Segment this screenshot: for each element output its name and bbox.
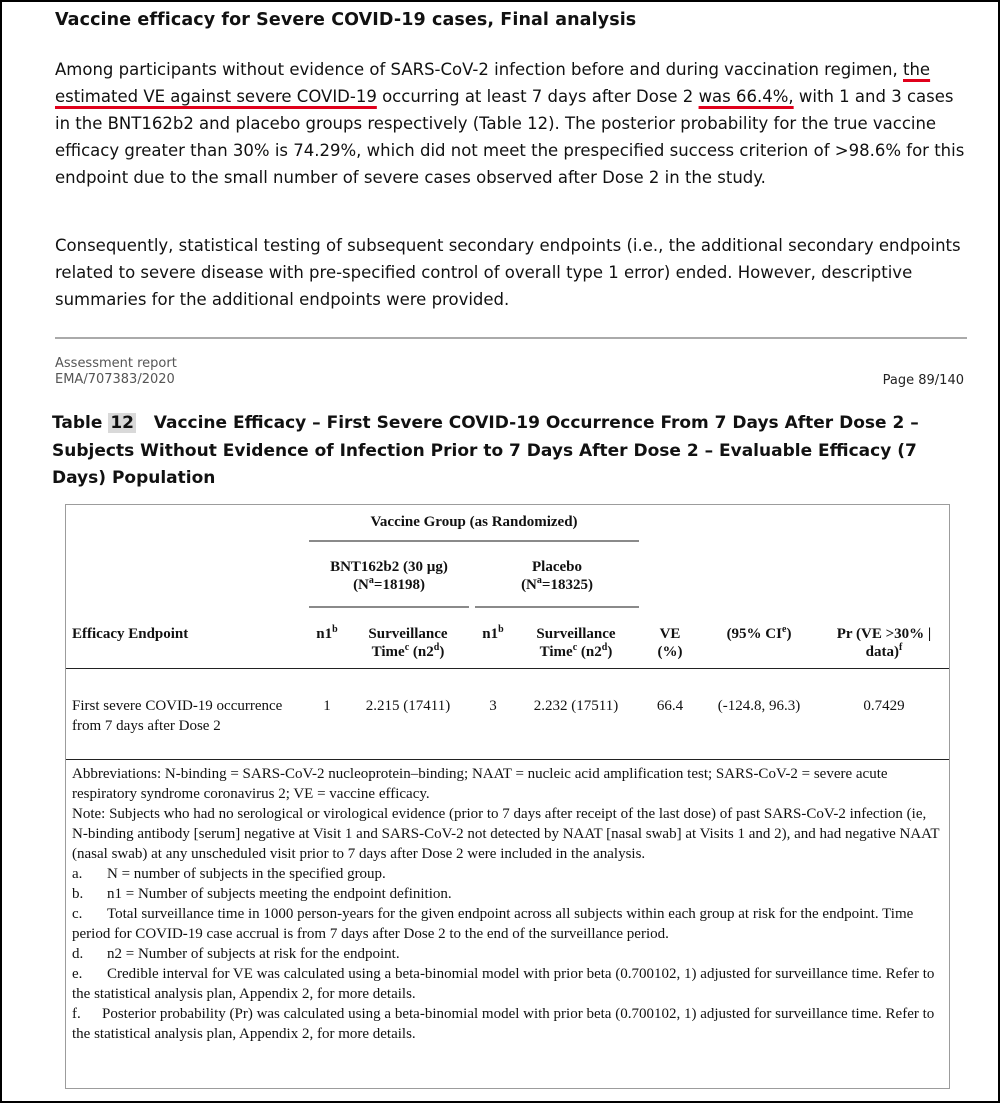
col-header-ci: (95% CIe) — [726, 624, 792, 642]
abbreviations-note: Abbreviations: N-binding = SARS-CoV-2 nucleoprotein–binding; NAAT = nucleic acid amplification test; SARS-CoV-2 = severe acute respiratory syndrome coronavirus 2; VE = vaccine efficacy. — [72, 766, 888, 802]
footnote-b: b. n1 = Number of subjects meeting the endpoint definition. — [72, 886, 452, 902]
col-header-surveillance-placebo: Surveillance Time$^c$ (n2$^d$) — [536, 626, 616, 660]
report-id: EMA/707383/2020 — [55, 372, 175, 387]
table-caption-text: Vaccine Efficacy – First Severe COVID-19 Occurrence From 7 Days After Dose 2 – Subjects Without Evidence of Infection Prior to 7 Days After Dose 2 – Evaluable Efficacy (7 Days) Population — [52, 413, 925, 488]
row-bnt-n1: 1 — [323, 698, 331, 714]
header-bottom-rule — [66, 668, 949, 669]
paragraph-text: with 1 and 3 cases in the BNT162b2 and placebo groups respectively (Table 12). The posterior probability for the true vaccine efficacy greater than 30% is 74.29%, which did not meet the prespecified success criterion of >98.6% for this endpoint due to the small number of severe cases observed after Dose 2 in the study. — [55, 87, 965, 187]
row-pr: 0.7429 — [863, 698, 905, 714]
bnt-group-name: BNT162b2 (30 µg) — [330, 559, 448, 575]
body-bottom-rule — [66, 759, 949, 760]
table-notes — [72, 764, 944, 1044]
bnt-header-rule — [309, 606, 469, 608]
col-header-pr: Pr (VE >30% | data)$^f$ — [836, 626, 932, 660]
footnote-f: f. Posterior probability (Pr) was calculated using a beta-binomial model with prior beta (0.700102, 1) adjusted for surveillance time. Refer to the statistical analysis plan, Appendix 2, for more details. — [72, 1006, 935, 1042]
footnote-d: d. n2 = Number of subjects at risk for the endpoint. — [72, 946, 400, 962]
paragraph-text: Among participants without evidence of SARS-CoV-2 infection before and during vaccination regimen, — [55, 60, 903, 79]
group-header-rule — [309, 540, 639, 542]
table-caption-prefix: Table — [52, 413, 109, 433]
row-placebo-n1: 3 — [489, 698, 497, 714]
paragraph-ve-result — [55, 56, 970, 191]
row-ci: (-124.8, 96.3) — [717, 698, 801, 714]
placebo-header-rule — [475, 606, 639, 608]
highlighted-phrase: the estimated VE against severe COVID-19 — [55, 60, 931, 106]
col-header-n1-placebo: n1$^b$ — [482, 624, 504, 642]
placebo-group-size: $(N^a=18325)$ — [521, 575, 593, 593]
paragraph-consequence: Consequently, statistical testing of subsequent secondary endpoints (i.e., the additional secondary endpoints related to severe disease with pre-specified control of overall type 1 error) ended. However, descriptive summaries for the additional endpoints were provided. — [55, 236, 961, 309]
footnote-c: c. Total surveillance time in 1000 person-years for the given endpoint across all subjects within each group at risk for the endpoint. Time period for COVID-19 case accrual is from 7 days after Dose 2 to the end of the surveillance period. — [72, 906, 914, 942]
placebo-group-header — [475, 558, 639, 594]
report-label: Assessment report — [55, 356, 177, 371]
col-header-n1-bnt: n1$^b$ — [316, 624, 338, 642]
report-reference — [55, 356, 177, 388]
bnt-group-size: $(N^a=18198)$ — [353, 575, 425, 593]
table-caption — [52, 410, 967, 493]
population-note: Note: Subjects who had no serological or virological evidence (prior to 7 days after receipt of the last dose) of past SARS-CoV-2 infection (ie, N-binding antibody [serum] negative at Visit 1 and SARS-CoV-2 not detected by NAAT [nasal swab] at Visits 1 and 2), and had negative NAAT (nasal swab) at any unscheduled visit prior to 7 days after Dose 2 were included in the analysis. — [72, 806, 940, 862]
table-number: 12 — [110, 413, 134, 433]
row-placebo-surveillance: 2.232 (17511) — [533, 698, 619, 714]
vaccine-group-header: Vaccine Group (as Randomized) — [370, 514, 578, 530]
col-header-surveillance-bnt: Surveillance Time$^c$ (n2$^d$) — [368, 626, 448, 660]
placebo-group-name: Placebo — [532, 559, 582, 575]
footnote-e: e. Credible interval for VE was calculated using a beta-binomial model with prior beta (0.700102, 1) adjusted for surveillance time. Refer to the statistical analysis plan, Appendix 2, for more details. — [72, 966, 935, 1002]
divider — [55, 337, 967, 339]
row-endpoint: First severe COVID-19 occurrence from 7 days after Dose 2 — [72, 698, 283, 734]
col-header-endpoint: Efficacy Endpoint — [72, 626, 189, 642]
paragraph-text: occurring at least 7 days after Dose 2 — [376, 87, 699, 106]
page-number: Page 89/140 — [882, 373, 964, 388]
row-bnt-surveillance: 2.215 (17411) — [365, 698, 451, 714]
col-header-ve: VE (%) — [657, 626, 683, 660]
section-heading: Vaccine efficacy for Severe COVID-19 cases, Final analysis — [55, 10, 637, 30]
highlighted-phrase: was 66.4%, — [698, 87, 794, 106]
bnt-group-header — [309, 558, 469, 594]
efficacy-table — [65, 504, 950, 1089]
footnote-a: a. N = number of subjects in the specified group. — [72, 866, 386, 882]
row-ve: 66.4 — [656, 698, 684, 714]
